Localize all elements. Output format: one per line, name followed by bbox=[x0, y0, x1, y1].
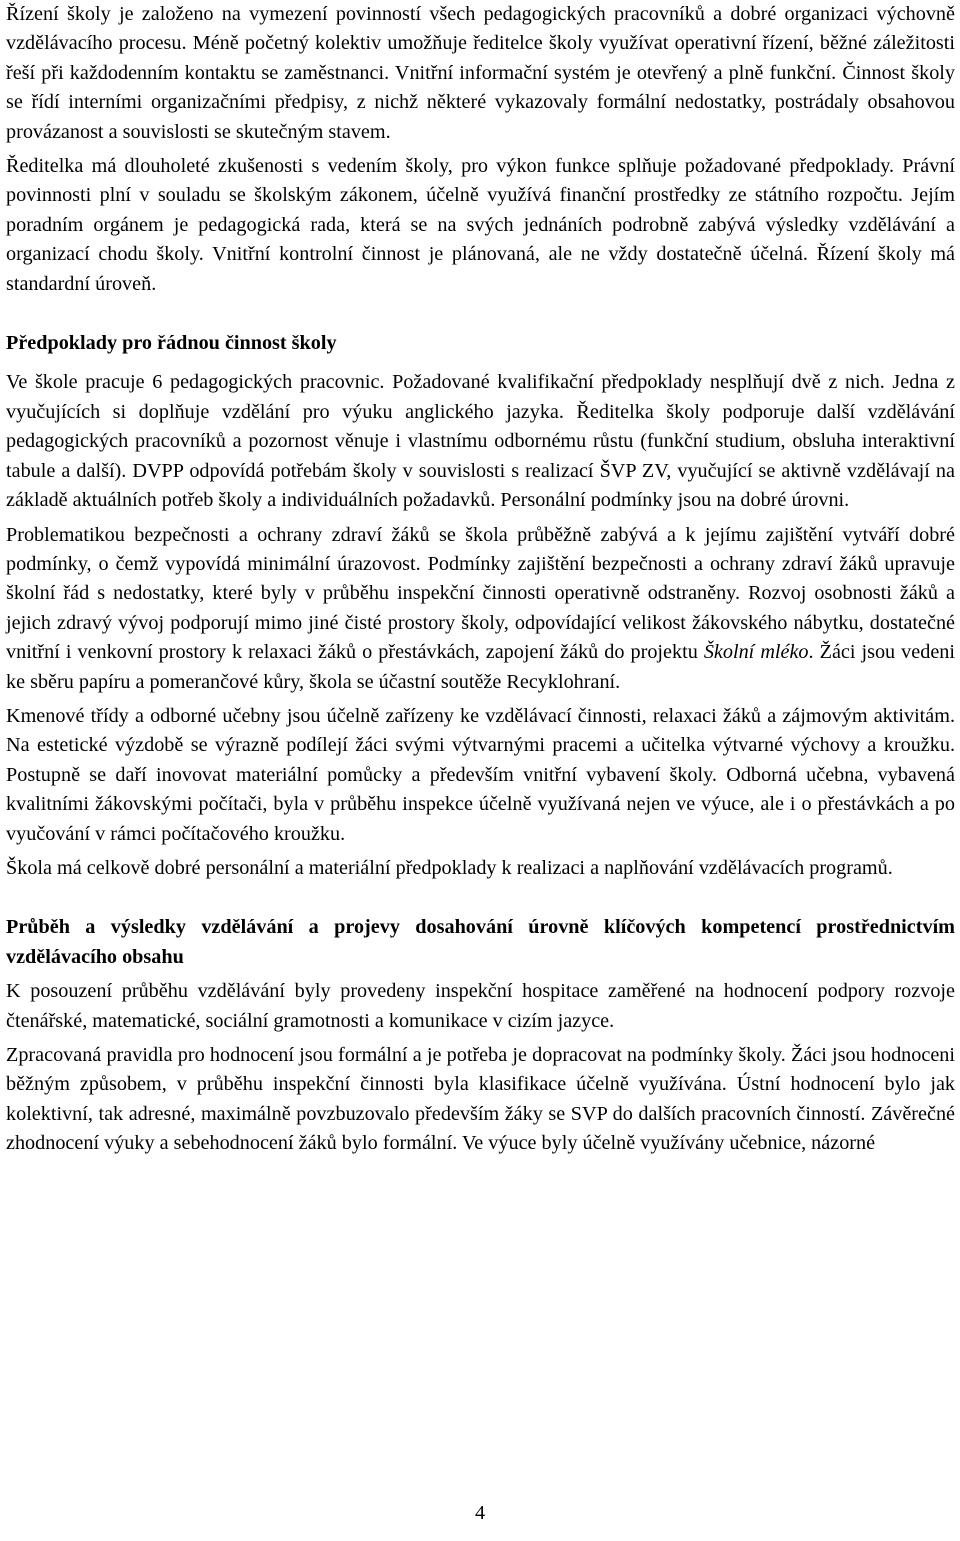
document-page bbox=[6, 0, 955, 1159]
paragraph-staff: Ve škole pracuje 6 pedagogických pracovnic. Požadované kvalifikační předpoklady nesplňují dvě z nich. Jedna z vyučujících si doplňuje vzdělání pro výuku anglického jazyka. Ředitelka školy podporuje další vzdělávání pedagogických pracovníků a pozornost věnuje i vlastnímu odbornému růstu (funkční studium, obsluha interaktivní tabule a další). DVPP odpovídá potřebám školy v souvislosti s realizací ŠVP ZV, vyučující se aktivně vzdělávají na základě aktuálních potřeb školy a individuálních požadavků. Personální podmínky jsou na dobré úrovni. bbox=[6, 371, 955, 512]
paragraph-conclusion: Škola má celkově dobré personální a materiální předpoklady k realizaci a naplňování vzdělávacích programů. bbox=[6, 856, 893, 879]
safety-text-part2: . Žáci jsou vedeni ke sběru papíru a pomerančové kůry, škola se účastní soutěže Recyklohraní. bbox=[6, 641, 955, 693]
section-heading-education: Průběh a výsledky vzdělávání a projevy dosahování úrovně klíčových kompetencí prostřednictvím vzdělávacího obsahu bbox=[6, 916, 955, 968]
project-name: Školní mléko bbox=[703, 641, 809, 664]
paragraph-classrooms: Kmenové třídy a odborné učebny jsou účelně zařízeny ke vzdělávací činnosti, relaxaci žáků a zájmovým aktivitám. Na estetické výzdobě se výrazně podílejí žáci svými výtvarnými pracemi a učitelka výtvarné výchovy a kroužku. Postupně se daří inovovat materiální pomůcky a především vnitřní vybavení školy. Odborná učebna, vybavená kvalitními žákovskými počítači, byla v průběhu inspekce účelně využívaná nejen ve výuce, ale i o přestávkách a po vyučování v rámci počítačového kroužku. bbox=[6, 704, 955, 845]
paragraph-assessment: Zpracovaná pravidla pro hodnocení jsou formální a je potřeba je dopracovat na podmínky školy. Žáci jsou hodnoceni běžným způsobem, v průběhu inspekční činnosti byla klasifikace účelně využívána. Ústní hodnocení bylo jak kolektivní, tak adresné, maximálně povzbuzovalo především žáky se SVP do dalších pracovních činností. Závěrečné zhodnocení výuky a sebehodnocení žáků bylo formální. Ve výuce byly účelně využívány učebnice, názorné bbox=[6, 1044, 955, 1155]
paragraph-observations: K posouzení průběhu vzdělávání byly provedeny inspekční hospitace zaměřené na hodnocení podpory rozvoje čtenářské, matematické, sociální gramotnosti a komunikace v cizím jazyce. bbox=[6, 980, 955, 1032]
paragraph-principal: Ředitelka má dlouholeté zkušenosti s vedením školy, pro výkon funkce splňuje požadované předpoklady. Právní povinnosti plní v souladu se školským zákonem, účelně využívá finanční prostředky ze státního rozpočtu. Jejím poradním orgánem je pedagogická rada, která se na svých jednáních podrobně zabývá výsledky vzdělávání a organizací chodu školy. Vnitřní kontrolní činnost je plánovaná, ale ne vždy dostatečně účelná. Řízení školy má standardní úroveň. bbox=[6, 155, 955, 295]
section-heading-prerequisites: Předpoklady pro řádnou činnost školy bbox=[6, 332, 337, 355]
paragraph-management: Řízení školy je založeno na vymezení povinností všech pedagogických pracovníků a dobré organizaci výchovně vzdělávacího procesu. Méně početný kolektiv umožňuje ředitelce školy využívat operativní řízení, běžné záležitosti řeší při každodenním kontaktu se zaměstnanci. Vnitřní informační systém je otevřený a plně funkční. Činnost školy se řídí interními organizačními předpisy, z nichž některé vykazovaly formální nedostatky, postrádaly obsahovou provázanost a souvislosti se skutečným stavem. bbox=[6, 3, 955, 143]
page-number: 4 bbox=[474, 1502, 486, 1524]
safety-text-part1: Problematikou bezpečnosti a ochrany zdraví žáků se škola průběžně zabývá a k jejímu zajištění vytváří dobré podmínky, o čemž vypovídá minimální úrazovost. Podmínky zajištění bezpečnosti a ochrany zdraví žáků upravuje školní řád s nedostatky, které byly v průběhu inspekční činnosti operativně odstraněny. Rozvoj osobnosti žáků a jejich zdravý vývoj podporují mimo jiné čisté prostory školy, odpovídající velikost žákovského nábytku, dostatečné vnitřní i venkovní prostory k relaxaci žáků o přestávkách, zapojení žáků do projektu bbox=[6, 523, 955, 664]
paragraph-safety bbox=[6, 521, 955, 697]
